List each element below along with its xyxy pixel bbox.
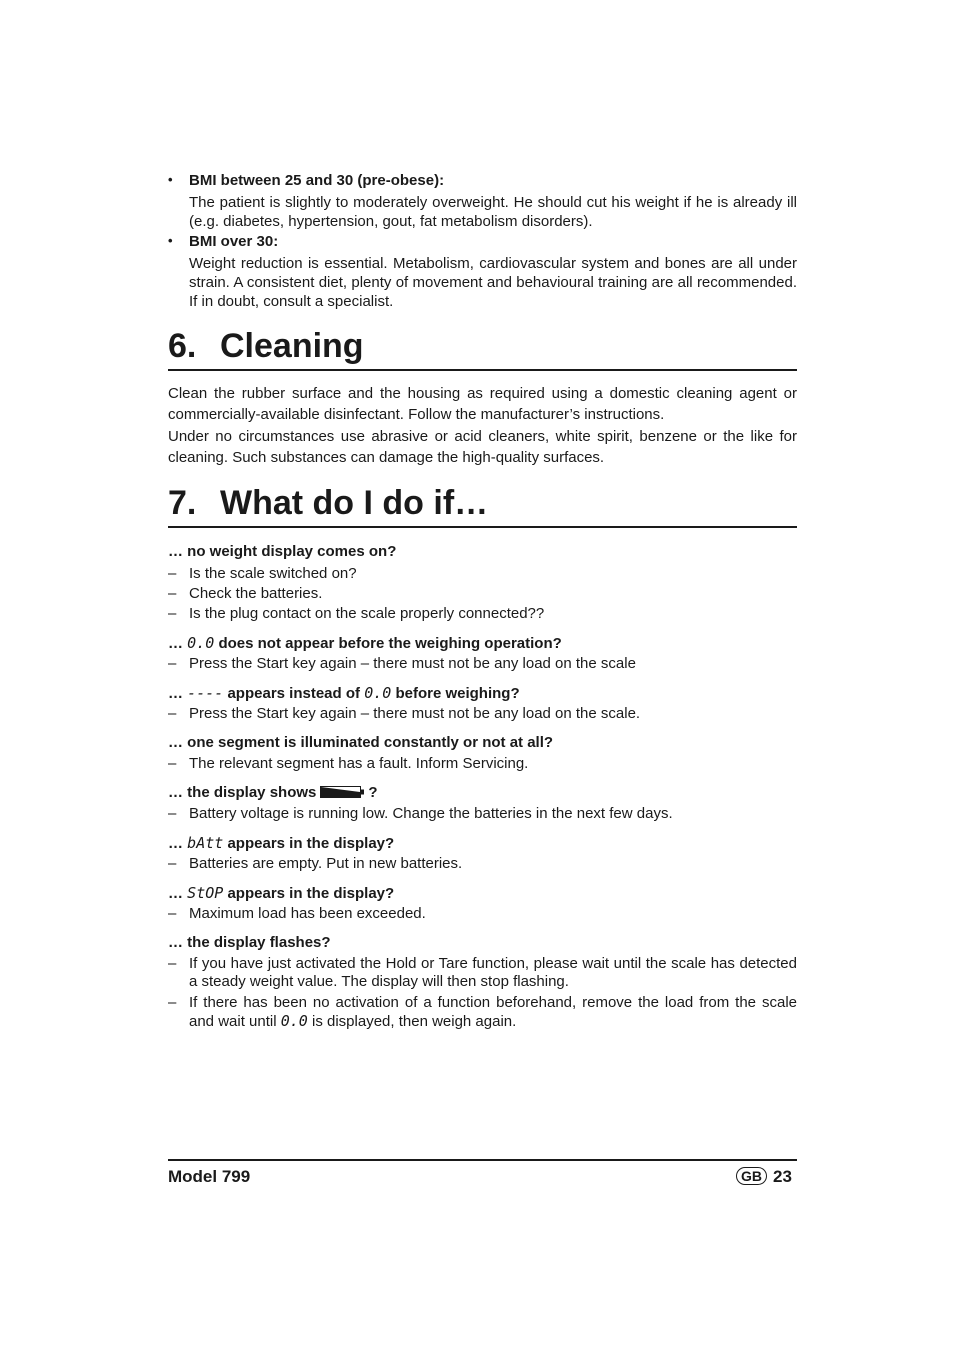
dash: – [168,585,177,602]
section-heading-what-if [168,483,797,528]
bmi-heading-text: BMI over 30: [189,233,279,250]
question-text: … [168,835,183,852]
answer-text: Press the Start key again – there must not be any load on the scale [189,655,636,672]
battery-low-icon [320,785,364,797]
answer-text: Maximum load has been exceeded. [189,905,426,922]
answer-text: Is the scale switched on? [189,565,357,582]
bmi-heading-text: BMI between 25 and 30 (pre-obese): [189,172,445,189]
answer-text: Battery voltage is running low. Change the batteries in the next few days. [189,805,673,822]
question-no-weight: … no weight display comes on? [168,543,397,560]
question-display-flashes: … the display flashes? [168,934,331,951]
question-text: … [168,885,183,902]
question-battery-symbol [168,784,378,801]
bullet: • [168,233,173,248]
section-number: 6. [168,327,197,365]
answer-text [189,994,797,1031]
dash: – [168,905,177,922]
answer-text: The relevant segment has a fault. Inform Servicing. [189,755,529,772]
answer-text: Press the Start key again – there must not be any load on the scale. [189,705,641,722]
page-number: 23 [773,1167,792,1186]
bmi-pre-obese-text: The patient is slightly to moderately overweight. He should cut his weight if he is already ill (e.g. diabetes, hypertension, gout, fat metabolism disorders). [189,194,797,230]
section-title: What do I do if… [220,484,489,522]
language-badge: GB [736,1167,767,1185]
dash: – [168,805,177,822]
dash: – [168,705,177,722]
question-text: … the display shows [168,784,317,801]
section-title: Cleaning [220,327,364,365]
question-stop [168,884,394,902]
answer-text: If you have just activated the Hold or Tare function, please wait until the scale has detected a steady weight value. The display will then stop flashing. [189,955,797,990]
dash: – [168,655,177,672]
answer-text: Check the batteries. [189,585,323,602]
question-text: … [168,635,183,652]
question-text: before weighing? [395,685,520,702]
lcd-display-text: StOP [187,884,224,902]
lcd-display-text: 0.0 [364,684,392,702]
section-number: 7. [168,484,197,522]
question-text: appears in the display? [227,835,395,852]
lcd-display-text: 0.0 [280,1012,308,1030]
cleaning-paragraph-2: Under no circumstances use abrasive or acid cleaners, white spirit, benzene or the like for cleaning. Such substances can damage the high-quality surfaces. [168,428,797,466]
footer-page-info [736,1167,792,1187]
lcd-display-text: 0.0 [187,634,215,652]
question-text: does not appear before the weighing operation? [218,635,562,652]
lcd-display-text: ---- [187,684,224,702]
question-segment: … one segment is illuminated constantly or not at all? [168,734,554,751]
question-dashes-appear [168,684,520,702]
answer-text-part: is displayed, then weigh again. [312,1013,517,1030]
dash: – [168,605,177,622]
question-text: appears instead of [227,685,361,702]
question-zero-not-appear [168,634,562,652]
answer-text: Is the plug contact on the scale properly connected?? [189,605,545,622]
lcd-display-text: bAtt [187,834,224,852]
bmi-over-30-text: Weight reduction is essential. Metabolism, cardiovascular system and bones are all under strain. A consistent diet, plenty of movement and behavioural training are all recommended. If in doubt, consult a specialist. [189,255,797,310]
dash: – [168,955,177,972]
dash: – [168,855,177,872]
question-text: appears in the display? [227,885,395,902]
footer-rule [168,1159,797,1161]
answer-text: Batteries are empty. Put in new batteries. [189,855,463,872]
cleaning-paragraph-1: Clean the rubber surface and the housing as required using a domestic cleaning agent or commercially-available disinfectant. Follow the manufacturer’s instructions. [168,385,797,423]
footer-model: Model 799 [168,1167,251,1186]
section-heading-cleaning [168,326,797,371]
question-text: … [168,685,183,702]
question-batt [168,834,394,852]
dash: – [168,565,177,582]
question-text: ? [368,784,378,801]
dash: – [168,755,177,772]
dash: – [168,994,177,1011]
bullet: • [168,172,173,187]
answer-text-part: If there has been no activation of a function beforehand, remove the load from the scale and wait until [189,994,797,1030]
